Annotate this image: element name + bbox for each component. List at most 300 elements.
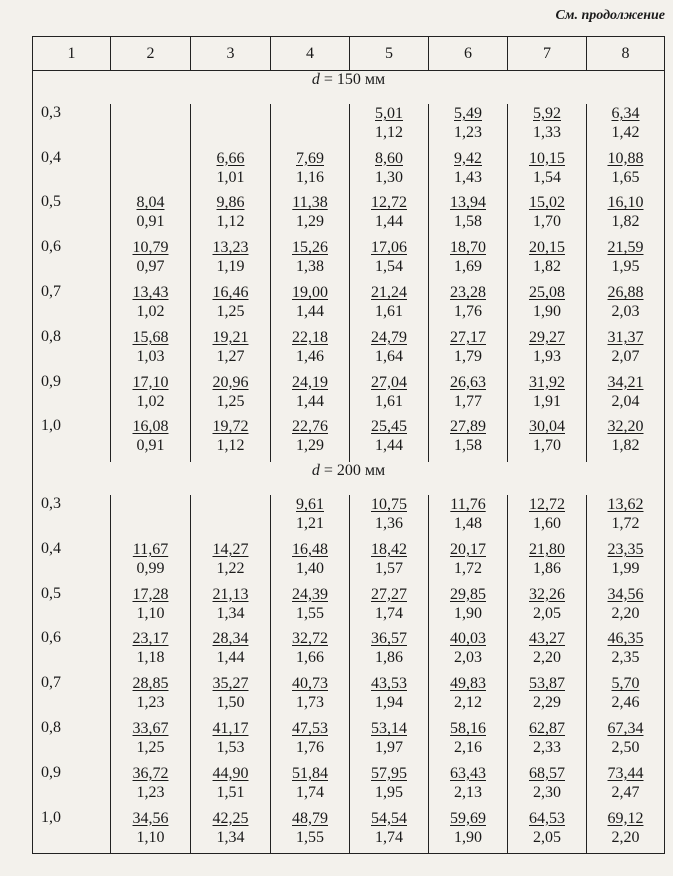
flow-value: 43,53	[371, 675, 407, 693]
velocity-value: 1,94	[375, 694, 403, 712]
table-cell	[508, 238, 587, 283]
continuation-note: См. продолжение	[555, 8, 665, 23]
table-cell	[350, 809, 429, 854]
table-cell	[191, 283, 271, 328]
flow-value: 5,01	[375, 104, 403, 122]
table-header	[33, 37, 665, 71]
table-cell	[587, 193, 665, 238]
table-cell	[508, 764, 587, 809]
flow-value: 27,89	[450, 418, 486, 436]
velocity-value: 1,73	[296, 694, 324, 712]
table-cell	[429, 373, 508, 418]
flow-value: 14,27	[212, 540, 249, 558]
column-header: 4	[271, 37, 350, 71]
table-cell	[271, 629, 350, 674]
table-cell	[271, 283, 350, 328]
table-row	[33, 149, 665, 194]
row-label: 0,8	[33, 328, 111, 373]
flow-value: 11,38	[292, 194, 328, 212]
velocity-value: 1,53	[216, 738, 245, 756]
table-cell	[350, 193, 429, 238]
velocity-value: 0,97	[136, 258, 165, 276]
row-label: 0,7	[33, 674, 111, 719]
table-cell	[271, 809, 350, 854]
table-cell	[429, 283, 508, 328]
velocity-value: 1,44	[296, 303, 324, 321]
flow-value: 62,87	[529, 719, 565, 737]
velocity-value: 2,05	[533, 828, 561, 846]
velocity-value: 1,90	[533, 303, 561, 321]
velocity-value: 1,18	[136, 649, 165, 667]
velocity-value: 1,23	[136, 783, 165, 801]
flow-value: 40,03	[450, 630, 486, 648]
table-row	[33, 629, 665, 674]
flow-value: 12,72	[371, 194, 407, 212]
table-cell	[271, 328, 350, 373]
velocity-value: 1,86	[533, 559, 561, 577]
table-cell	[191, 764, 271, 809]
table-row	[33, 283, 665, 328]
table-cell	[111, 104, 191, 149]
flow-value: 18,70	[450, 239, 486, 257]
table-cell	[587, 328, 665, 373]
velocity-value: 1,12	[216, 437, 245, 455]
velocity-value: 1,34	[216, 828, 245, 846]
velocity-value: 2,12	[454, 694, 482, 712]
flow-value	[111, 104, 190, 123]
table-cell	[508, 495, 587, 540]
flow-value: 49,83	[450, 675, 486, 693]
table-cell	[111, 674, 191, 719]
section-title	[33, 71, 665, 104]
table-cell	[429, 193, 508, 238]
header-row	[33, 37, 665, 71]
table-cell	[350, 764, 429, 809]
velocity-value: 1,74	[375, 604, 403, 622]
velocity-value: 2,04	[611, 392, 640, 410]
flow-value: 20,17	[450, 540, 486, 558]
flow-value: 15,68	[132, 328, 169, 346]
table-cell	[191, 328, 271, 373]
flow-value: 67,34	[607, 719, 644, 737]
table-cell	[508, 540, 587, 585]
table-row	[33, 809, 665, 854]
flow-value: 5,49	[454, 104, 482, 122]
table-cell	[191, 373, 271, 418]
velocity-value: 1,76	[454, 303, 482, 321]
table-cell	[350, 238, 429, 283]
flow-value: 23,35	[607, 540, 644, 558]
flow-value: 28,34	[212, 630, 249, 648]
velocity-value: 1,27	[216, 347, 245, 365]
row-label: 0,6	[33, 238, 111, 283]
velocity-value: 2,50	[611, 738, 640, 756]
table-cell	[191, 585, 271, 630]
table-cell	[350, 674, 429, 719]
table-cell	[271, 674, 350, 719]
table-row	[33, 417, 665, 462]
table-cell	[350, 585, 429, 630]
flow-value: 10,88	[607, 149, 644, 167]
table-cell	[429, 674, 508, 719]
flow-value: 24,19	[292, 373, 328, 391]
flow-value: 10,79	[132, 239, 169, 257]
table-cell	[111, 149, 191, 194]
table-cell	[111, 585, 191, 630]
table-cell	[587, 104, 665, 149]
velocity-value: 1,25	[216, 392, 245, 410]
velocity-value: 1,44	[375, 213, 403, 231]
flow-value: 31,92	[529, 373, 565, 391]
flow-value: 13,62	[607, 495, 644, 513]
velocity-value: 1,42	[611, 123, 640, 141]
flow-value: 9,86	[216, 194, 245, 212]
velocity-value: 1,86	[375, 649, 403, 667]
velocity-value: 1,76	[296, 738, 324, 756]
velocity-value: 1,55	[296, 828, 324, 846]
flow-value	[111, 495, 190, 514]
flow-value: 59,69	[450, 809, 486, 827]
flow-value: 24,39	[292, 585, 328, 603]
velocity-value: 1,43	[454, 168, 482, 186]
flow-value: 10,15	[529, 149, 565, 167]
velocity-value: 1,82	[533, 258, 561, 276]
flow-value: 16,48	[292, 540, 328, 558]
flow-value: 29,85	[450, 585, 486, 603]
table-cell	[271, 495, 350, 540]
velocity-value: 1,29	[296, 437, 324, 455]
velocity-value: 1,58	[454, 213, 482, 231]
flow-value: 32,20	[607, 418, 644, 436]
table-cell	[111, 283, 191, 328]
flow-value: 36,72	[132, 764, 169, 782]
velocity-value: 2,33	[533, 738, 561, 756]
velocity-value: 2,03	[454, 649, 482, 667]
flow-value: 31,37	[607, 328, 644, 346]
flow-value: 12,72	[529, 495, 565, 513]
flow-value: 24,79	[371, 328, 407, 346]
flow-value: 34,56	[132, 809, 169, 827]
table-body	[33, 71, 665, 854]
flow-value: 23,17	[132, 630, 169, 648]
flow-value: 48,79	[292, 809, 328, 827]
table-cell	[587, 764, 665, 809]
diameter-value: = 200 мм	[319, 462, 386, 480]
velocity-value: 1,19	[216, 258, 245, 276]
flow-value: 9,42	[454, 149, 482, 167]
section-title	[33, 462, 665, 495]
velocity-value: 2,13	[454, 783, 482, 801]
diameter-value: = 150 мм	[319, 71, 386, 88]
flow-value: 41,17	[212, 719, 249, 737]
velocity-value: 2,20	[611, 604, 640, 622]
velocity-value: 2,05	[533, 604, 561, 622]
table-cell	[111, 719, 191, 764]
velocity-value: 1,79	[454, 347, 482, 365]
column-header: 7	[508, 37, 587, 71]
table-cell	[191, 809, 271, 854]
row-label: 1,0	[33, 417, 111, 462]
flow-value: 16,10	[607, 194, 644, 212]
column-header: 8	[587, 37, 665, 71]
column-header: 2	[111, 37, 191, 71]
flow-value: 26,88	[607, 284, 644, 302]
table-cell	[508, 719, 587, 764]
velocity-value: 1,21	[296, 514, 324, 532]
velocity-value: 1,10	[136, 828, 165, 846]
velocity-value: 1,93	[533, 347, 561, 365]
table-cell	[350, 283, 429, 328]
velocity-value	[191, 514, 270, 533]
section-title-row	[33, 462, 665, 495]
velocity-value: 2,07	[611, 347, 640, 365]
velocity-value: 1,25	[216, 303, 245, 321]
velocity-value: 0,91	[136, 437, 165, 455]
flow-value: 9,61	[296, 495, 324, 513]
flow-value: 25,45	[371, 418, 407, 436]
flow-value: 43,27	[529, 630, 565, 648]
velocity-value: 1,82	[611, 213, 640, 231]
flow-value: 20,15	[529, 239, 565, 257]
row-label: 0,9	[33, 373, 111, 418]
flow-value: 17,10	[132, 373, 169, 391]
flow-value: 5,70	[611, 675, 640, 693]
flow-value: 19,00	[292, 284, 328, 302]
velocity-value: 1,25	[136, 738, 165, 756]
velocity-value: 1,44	[296, 392, 324, 410]
table-row	[33, 674, 665, 719]
velocity-value: 2,29	[533, 694, 561, 712]
flow-value: 22,76	[292, 418, 328, 436]
table-row	[33, 585, 665, 630]
table-cell	[191, 540, 271, 585]
table-cell	[508, 417, 587, 462]
velocity-value: 1,70	[533, 213, 561, 231]
row-label: 0,7	[33, 283, 111, 328]
flow-value: 19,21	[212, 328, 249, 346]
velocity-value: 1,58	[454, 437, 482, 455]
velocity-value: 1,44	[375, 437, 403, 455]
table-cell	[587, 585, 665, 630]
flow-value: 58,16	[450, 719, 486, 737]
column-header: 3	[191, 37, 271, 71]
velocity-value: 1,51	[216, 783, 245, 801]
flow-value: 21,24	[371, 284, 407, 302]
flow-value: 13,43	[132, 284, 169, 302]
table-cell	[271, 104, 350, 149]
table-cell	[429, 764, 508, 809]
velocity-value: 1,61	[375, 392, 403, 410]
table-cell	[271, 193, 350, 238]
table-cell	[191, 193, 271, 238]
flow-value: 46,35	[607, 630, 644, 648]
table-cell	[271, 417, 350, 462]
table-cell	[587, 283, 665, 328]
velocity-value: 1,70	[533, 437, 561, 455]
table-cell	[350, 629, 429, 674]
table-cell	[508, 809, 587, 854]
flow-value: 19,72	[212, 418, 249, 436]
table-cell	[350, 149, 429, 194]
velocity-value: 1,57	[375, 559, 403, 577]
flow-value: 25,08	[529, 284, 565, 302]
table-cell	[587, 629, 665, 674]
flow-value: 7,69	[296, 149, 324, 167]
row-label: 1,0	[33, 809, 111, 854]
table-cell	[350, 540, 429, 585]
table-row	[33, 373, 665, 418]
velocity-value: 0,99	[136, 559, 165, 577]
table-cell	[508, 104, 587, 149]
table-cell	[271, 149, 350, 194]
flow-value: 32,26	[529, 585, 565, 603]
velocity-value: 1,95	[611, 258, 640, 276]
velocity-value: 1,91	[533, 392, 561, 410]
table-cell	[350, 373, 429, 418]
flow-value: 13,23	[212, 239, 249, 257]
column-header: 5	[350, 37, 429, 71]
table-cell	[191, 719, 271, 764]
velocity-value: 1,03	[136, 347, 165, 365]
table-cell	[271, 719, 350, 764]
velocity-value: 1,16	[296, 168, 324, 186]
velocity-value: 1,34	[216, 604, 245, 622]
velocity-value: 1,82	[611, 437, 640, 455]
velocity-value: 1,74	[296, 783, 324, 801]
velocity-value: 1,12	[216, 213, 245, 231]
flow-value: 33,67	[132, 719, 169, 737]
flow-value: 73,44	[607, 764, 644, 782]
velocity-value	[191, 123, 270, 142]
table-row	[33, 764, 665, 809]
velocity-value: 1,95	[375, 783, 403, 801]
velocity-value: 2,47	[611, 783, 640, 801]
hydraulic-table	[32, 36, 665, 854]
velocity-value: 1,66	[296, 649, 324, 667]
table-row	[33, 328, 665, 373]
table-row	[33, 495, 665, 540]
flow-value	[191, 104, 270, 123]
table-cell	[111, 629, 191, 674]
velocity-value	[271, 123, 349, 142]
velocity-value: 1,46	[296, 347, 324, 365]
velocity-value: 1,61	[375, 303, 403, 321]
flow-value: 26,63	[450, 373, 486, 391]
table-cell	[350, 719, 429, 764]
flow-value: 17,28	[132, 585, 169, 603]
table-row	[33, 193, 665, 238]
row-label: 0,3	[33, 495, 111, 540]
velocity-value: 1,23	[454, 123, 482, 141]
velocity-value: 0,91	[136, 213, 165, 231]
flow-value: 42,25	[212, 809, 249, 827]
row-label: 0,8	[33, 719, 111, 764]
table-cell	[429, 238, 508, 283]
table-row	[33, 238, 665, 283]
table-cell	[587, 373, 665, 418]
table-cell	[429, 328, 508, 373]
velocity-value	[111, 123, 190, 142]
velocity-value: 1,38	[296, 258, 324, 276]
table-cell	[429, 495, 508, 540]
diameter-symbol: d	[311, 71, 320, 88]
table-cell	[508, 328, 587, 373]
table-cell	[587, 149, 665, 194]
flow-value	[111, 149, 190, 168]
table-cell	[429, 585, 508, 630]
flow-value: 35,27	[212, 675, 249, 693]
flow-value: 57,95	[371, 764, 407, 782]
table-cell	[508, 283, 587, 328]
row-label: 0,4	[33, 540, 111, 585]
flow-value: 17,06	[371, 239, 407, 257]
table-cell	[587, 238, 665, 283]
table-cell	[111, 809, 191, 854]
flow-value: 6,34	[611, 104, 640, 122]
velocity-value: 1,90	[454, 828, 482, 846]
flow-value: 36,57	[371, 630, 407, 648]
flow-value: 51,84	[292, 764, 328, 782]
row-label: 0,9	[33, 764, 111, 809]
table-cell	[111, 495, 191, 540]
velocity-value: 1,30	[375, 168, 403, 186]
velocity-value	[111, 514, 190, 533]
velocity-value	[111, 168, 190, 187]
velocity-value: 1,99	[611, 559, 640, 577]
velocity-value: 2,20	[533, 649, 561, 667]
velocity-value: 1,77	[454, 392, 482, 410]
flow-value: 6,66	[216, 149, 245, 167]
flow-value: 20,96	[212, 373, 249, 391]
velocity-value: 1,12	[375, 123, 403, 141]
flow-value: 32,72	[292, 630, 328, 648]
flow-value: 11,76	[450, 495, 486, 513]
velocity-value: 1,72	[611, 514, 640, 532]
section-title-row	[33, 71, 665, 104]
table-cell	[587, 674, 665, 719]
table-cell	[271, 373, 350, 418]
table-cell	[429, 809, 508, 854]
flow-value: 34,21	[607, 373, 644, 391]
row-label: 0,6	[33, 629, 111, 674]
table-cell	[350, 417, 429, 462]
flow-value: 16,46	[212, 284, 249, 302]
velocity-value: 2,46	[611, 694, 640, 712]
flow-value: 8,60	[375, 149, 403, 167]
flow-value: 54,54	[371, 809, 407, 827]
flow-value: 27,04	[371, 373, 407, 391]
flow-value: 69,12	[607, 809, 644, 827]
flow-value: 18,42	[371, 540, 407, 558]
flow-value: 44,90	[212, 764, 249, 782]
flow-value: 23,28	[450, 284, 486, 302]
velocity-value: 1,36	[375, 514, 403, 532]
flow-value: 47,53	[292, 719, 328, 737]
velocity-value: 1,54	[375, 258, 403, 276]
velocity-value: 1,97	[375, 738, 403, 756]
row-label: 0,5	[33, 585, 111, 630]
table-cell	[111, 764, 191, 809]
table-row	[33, 540, 665, 585]
table-cell	[587, 719, 665, 764]
table-cell	[271, 540, 350, 585]
velocity-value: 1,72	[454, 559, 482, 577]
table-cell	[429, 540, 508, 585]
table-row	[33, 719, 665, 764]
table-cell	[587, 495, 665, 540]
table-cell	[271, 764, 350, 809]
velocity-value: 1,90	[454, 604, 482, 622]
